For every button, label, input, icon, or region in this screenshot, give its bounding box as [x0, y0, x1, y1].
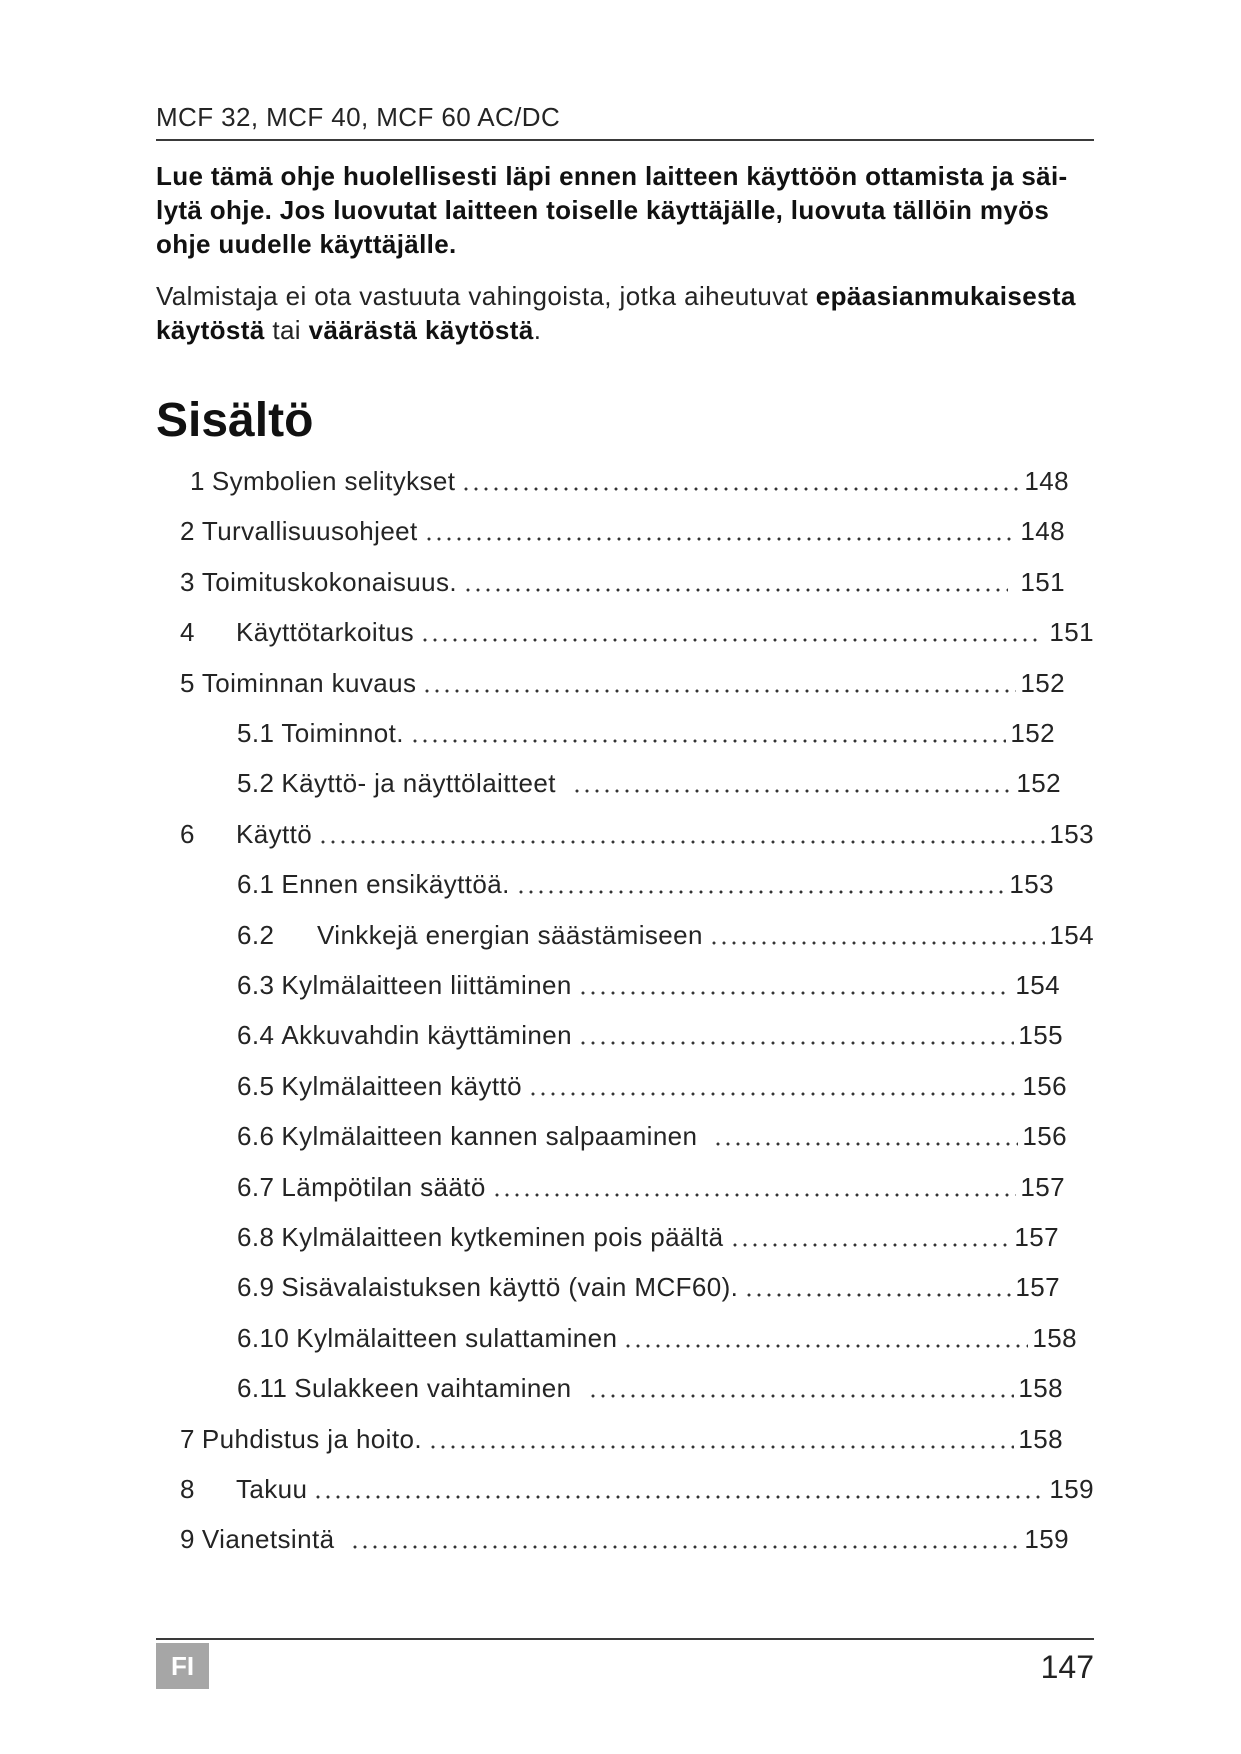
toc-entry — [180, 1524, 1069, 1554]
toc-entry-number: 6.10 — [237, 1323, 290, 1353]
toc-entry-number: 6 — [180, 819, 195, 849]
dot-leader — [424, 537, 1017, 541]
disclaimer-text: tai — [264, 315, 309, 345]
toc-entry-number: 5 — [180, 668, 195, 698]
toc-entry-title: Akkuvahdin käyttäminen — [281, 1020, 572, 1050]
toc-entry-title: Turvallisuusohjeet — [201, 516, 418, 546]
toc-entry — [237, 1373, 1063, 1403]
toc-entry-page: 153 — [1009, 869, 1054, 899]
toc-entry-number: 1 — [190, 466, 205, 496]
toc-entry — [237, 1071, 1067, 1101]
dot-leader — [422, 689, 1016, 693]
toc-entry-title: Toimituskokonaisuus. — [201, 567, 457, 597]
toc-entry-page: 148 — [1024, 466, 1069, 496]
page-number: 147 — [1040, 1649, 1094, 1685]
toc-entry-number: 6.8 — [237, 1222, 275, 1252]
toc-entry-title: Vinkkejä energian säästämiseen — [317, 920, 703, 950]
disclaimer-text: . — [533, 315, 542, 345]
safety-notice-line: ohje uudelle käyttäjälle. — [156, 229, 457, 259]
toc-heading: Sisältö — [156, 394, 314, 447]
dot-leader — [713, 1142, 1018, 1146]
dot-leader — [410, 739, 1007, 743]
dot-leader — [623, 1344, 1028, 1348]
toc-entry-title: Vianetsintä — [201, 1524, 335, 1554]
toc-entry-title: Kylmälaitteen käyttö — [281, 1071, 523, 1101]
dot-leader — [730, 1243, 1011, 1247]
toc-entry-number: 4 — [180, 617, 195, 647]
toc-entry-page: 158 — [1032, 1323, 1077, 1353]
toc-entry-title: Kylmälaitteen sulattaminen — [296, 1323, 618, 1353]
toc-entry-title: Käyttö — [236, 819, 313, 849]
dot-leader — [578, 991, 1012, 995]
toc-entry-page: 157 — [1015, 1272, 1060, 1302]
toc-entry-title: Lämpötilan säätö — [281, 1172, 486, 1202]
header-rule — [156, 139, 1094, 141]
toc-entry-number: 6.7 — [237, 1172, 275, 1202]
document-header-title: MCF 32, MCF 40, MCF 60 AC/DC — [156, 102, 561, 132]
dot-leader — [492, 1193, 1017, 1197]
toc-entry-title: Puhdistus ja hoito. — [201, 1424, 422, 1454]
dot-leader — [744, 1293, 1011, 1297]
toc-entry-number: 6.2 — [237, 920, 275, 950]
dot-leader — [428, 1445, 1014, 1449]
toc-entry-number: 6.4 — [237, 1020, 275, 1050]
dot-leader — [350, 1545, 1020, 1549]
toc-entry-page: 156 — [1022, 1121, 1067, 1151]
toc-entry-number: 6.6 — [237, 1121, 275, 1151]
safety-notice-line: lytä ohje. Jos luovutat laitteen toiselle käyttäjälle, luovuta tällöin myös — [156, 195, 1050, 225]
toc-entry — [237, 1222, 1059, 1252]
toc-entry — [237, 1172, 1065, 1202]
disclaimer-line — [156, 313, 1076, 347]
toc-entry-page: 152 — [1016, 768, 1061, 798]
toc-entry — [180, 617, 1094, 647]
toc-entry-page: 159 — [1024, 1524, 1069, 1554]
disclaimer-line — [156, 279, 1076, 313]
toc-entry-page: 156 — [1022, 1071, 1067, 1101]
toc-entry-page: 157 — [1014, 1222, 1059, 1252]
toc-entry-title: Takuu — [236, 1474, 308, 1504]
toc-entry — [180, 516, 1065, 546]
safety-notice-line: Lue tämä ohje huolellisesti läpi ennen laitteen käyttöön ottamista ja säi- — [156, 161, 1068, 191]
disclaimer-emphasis: epäasianmukaisesta — [815, 281, 1076, 311]
toc-entry-number: 5.1 — [237, 718, 275, 748]
dot-leader — [420, 638, 1037, 642]
toc-entry-page: 153 — [1049, 819, 1094, 849]
toc-entry-title: Toiminnot. — [281, 718, 404, 748]
toc-entry-title: Käyttö- ja näyttölaitteet — [281, 768, 556, 798]
toc-entry-number: 6.1 — [237, 869, 275, 899]
disclaimer-text: Valmistaja ei ota vastuuta vahingoista, jotka aiheutuvat — [156, 281, 816, 311]
toc-entry-title: Kylmälaitteen kytkeminen pois päältä — [281, 1222, 724, 1252]
toc-entry-number: 7 — [180, 1424, 195, 1454]
toc-entry-page: 152 — [1020, 668, 1065, 698]
toc-entry-number: 6.11 — [237, 1373, 288, 1403]
toc-entry-page: 158 — [1018, 1373, 1063, 1403]
toc-entry-number: 5.2 — [237, 768, 275, 798]
disclaimer-emphasis: käytöstä — [156, 315, 265, 345]
toc-entry — [237, 1121, 1067, 1151]
dot-leader — [463, 588, 1008, 592]
toc-entry-page: 152 — [1010, 718, 1055, 748]
toc-entry-page: 151 — [1049, 617, 1094, 647]
toc-entry-page: 151 — [1020, 567, 1065, 597]
toc-entry-page: 148 — [1020, 516, 1065, 546]
toc-entry-number: 6.9 — [237, 1272, 275, 1302]
dot-leader — [578, 1041, 1014, 1045]
toc-entry-number: 6.3 — [237, 970, 275, 1000]
toc-entry-page: 158 — [1018, 1424, 1063, 1454]
toc-entry — [180, 1424, 1063, 1454]
toc-entry — [237, 869, 1054, 899]
toc-entry-page: 157 — [1020, 1172, 1065, 1202]
toc-entry-page: 154 — [1049, 920, 1094, 950]
toc-entry — [237, 920, 1094, 950]
toc-entry — [180, 1474, 1094, 1504]
dot-leader — [572, 789, 1013, 793]
toc-entry-title: Sisävalaistuksen käyttö (vain MCF60). — [281, 1272, 739, 1302]
toc-entry-title: Kylmälaitteen liittäminen — [281, 970, 572, 1000]
toc-entry-title: Sulakkeen vaihtaminen — [294, 1373, 572, 1403]
dot-leader — [461, 487, 1020, 491]
toc-entry — [180, 567, 1065, 597]
dot-leader — [709, 941, 1046, 945]
toc-entry — [190, 466, 1069, 496]
toc-entry-number: 9 — [180, 1524, 195, 1554]
toc-entry-title: Toiminnan kuvaus — [201, 668, 417, 698]
language-badge: FI — [156, 1643, 209, 1689]
dot-leader — [588, 1394, 1015, 1398]
toc-entry-number: 8 — [180, 1474, 195, 1504]
toc-entry — [237, 1323, 1077, 1353]
toc-entry — [237, 718, 1055, 748]
dot-leader — [528, 1092, 1018, 1096]
toc-entry — [237, 1272, 1060, 1302]
toc-entry — [180, 819, 1094, 849]
footer-rule — [156, 1638, 1094, 1640]
safety-notice — [156, 159, 1068, 261]
toc-entry-page: 155 — [1018, 1020, 1063, 1050]
liability-disclaimer — [156, 279, 1076, 347]
toc-entry — [237, 768, 1061, 798]
dot-leader — [313, 1495, 1045, 1499]
toc-entry-title: Symbolien selitykset — [211, 466, 456, 496]
toc-entry — [237, 970, 1060, 1000]
toc-entry-page: 154 — [1015, 970, 1060, 1000]
toc-entry-title: Ennen ensikäyttöä. — [281, 869, 510, 899]
toc-entry — [180, 668, 1065, 698]
toc-entry-number: 6.5 — [237, 1071, 275, 1101]
toc-entry-title: Käyttötarkoitus — [236, 617, 414, 647]
toc-entry-number: 2 — [180, 516, 195, 546]
toc-entry — [237, 1020, 1063, 1050]
toc-entry-page: 159 — [1049, 1474, 1094, 1504]
toc-entry-number: 3 — [180, 567, 195, 597]
dot-leader — [318, 840, 1045, 844]
toc-entry-title: Kylmälaitteen kannen salpaaminen — [281, 1121, 698, 1151]
disclaimer-emphasis: väärästä käytöstä — [308, 315, 534, 345]
dot-leader — [516, 890, 1006, 894]
